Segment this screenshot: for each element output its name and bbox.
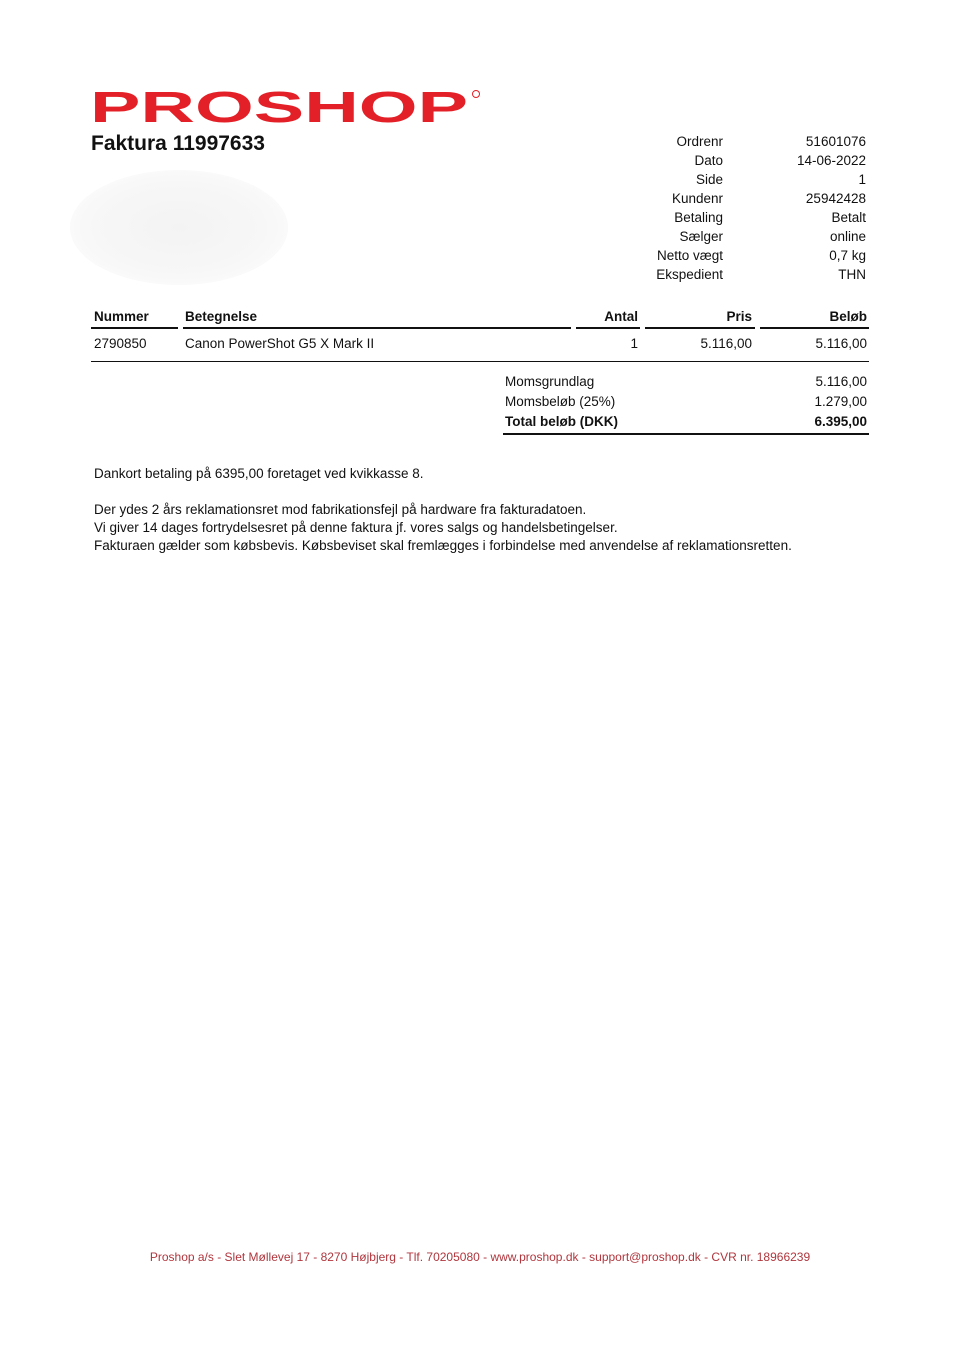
col-header-betegnelse: Betegnelse: [185, 309, 258, 324]
col-header-nummer: Nummer: [94, 309, 149, 324]
momsgrundlag-label: Momsgrundlag: [505, 374, 595, 389]
header-underline: [183, 327, 571, 329]
cell-antal: 1: [630, 336, 638, 351]
company-footer: Proshop a/s - Slet Møllevej 17 - 8270 Højbjerg - Tlf. 70205080 - www.proshop.dk - support@proshop.dk - CVR nr. 18966239: [149, 1250, 811, 1264]
meta-value: 0,7 kg: [829, 248, 866, 263]
redacted-address: [70, 170, 288, 285]
proshop-logo: [90, 89, 482, 125]
header-underline: [645, 327, 755, 329]
cell-pris: 5.116,00: [700, 336, 752, 351]
meta-label: Sælger: [679, 229, 723, 244]
payment-note: Dankort betaling på 6395,00 foretaget ved kvikkasse 8.: [94, 466, 424, 481]
meta-label: Dato: [694, 153, 723, 168]
meta-label: Ordrenr: [676, 134, 723, 149]
total-label: Total beløb (DKK): [505, 414, 618, 429]
cell-nummer: 2790850: [94, 336, 147, 351]
momsbelob-label: Momsbeløb (25%): [505, 394, 616, 409]
cell-betegnelse: Canon PowerShot G5 X Mark II: [185, 336, 375, 351]
meta-label: Kundenr: [671, 191, 723, 206]
momsgrundlag-value: 5.116,00: [815, 374, 867, 389]
total-underline: [503, 433, 869, 435]
total-value: 6.395,00: [814, 414, 867, 429]
meta-value: 51601076: [805, 134, 866, 149]
invoice-title: Faktura 11997633: [91, 132, 265, 155]
meta-value: 1: [858, 172, 866, 187]
meta-value: Betalt: [831, 210, 866, 225]
col-header-antal: Antal: [604, 309, 638, 324]
meta-value: 25942428: [805, 191, 866, 206]
warranty-note: Der ydes 2 års reklamationsret mod fabrikationsfejl på hardware fra fakturadatoen.: [94, 502, 587, 517]
meta-label: Betaling: [674, 210, 723, 225]
meta-value: 14-06-2022: [796, 153, 866, 168]
meta-label: Side: [695, 172, 723, 187]
col-header-pris: Pris: [726, 309, 752, 324]
meta-label: Netto vægt: [656, 248, 723, 263]
logo-text: PROSHOP: [90, 89, 468, 125]
meta-value: THN: [838, 267, 866, 282]
registered-mark-icon: [473, 91, 480, 98]
cell-belob: 5.116,00: [815, 336, 867, 351]
momsbelob-value: 1.279,00: [814, 394, 867, 409]
header-underline: [760, 327, 869, 329]
withdrawal-note: Vi giver 14 dages fortrydelsesret på denne faktura jf. vores salgs og handelsbetingelser.: [94, 520, 618, 535]
header-underline: [91, 327, 178, 329]
row-divider: [91, 361, 869, 362]
col-header-belob: Beløb: [829, 309, 867, 324]
receipt-note: Fakturaen gælder som købsbevis. Købsbeviset skal fremlægges i forbindelse med anvendelse af reklamationsretten.: [94, 538, 792, 553]
meta-label: Ekspedient: [656, 267, 723, 282]
meta-value: online: [829, 229, 866, 244]
header-underline: [576, 327, 640, 329]
